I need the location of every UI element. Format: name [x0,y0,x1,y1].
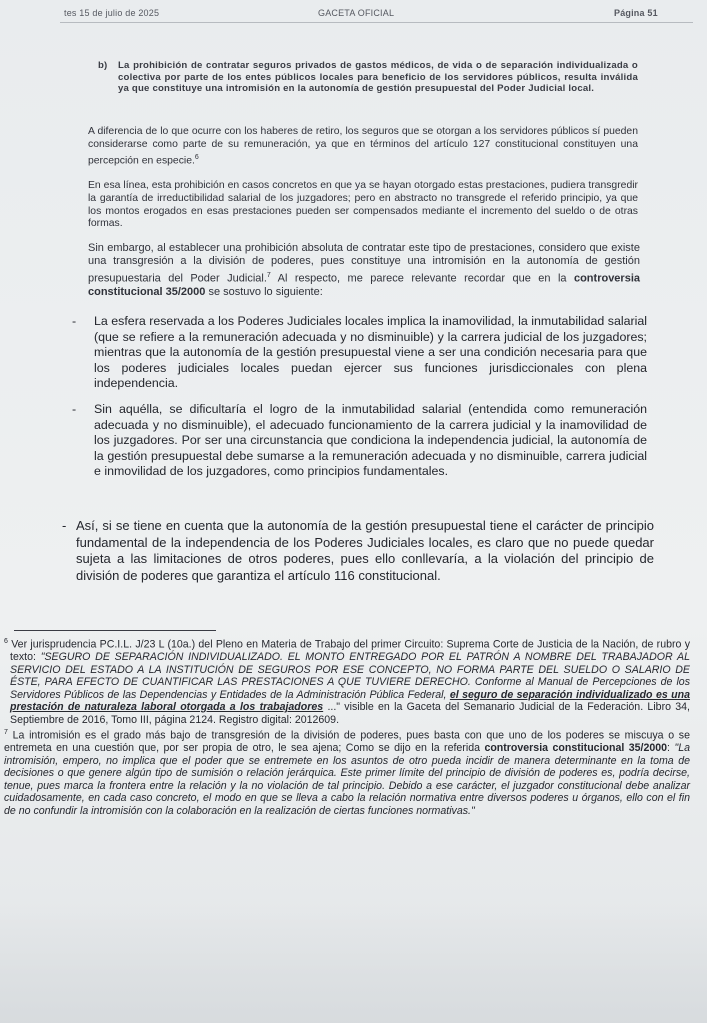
footnote-7 [0,727,690,817]
footnote-7-text-a: La intromisión es el grado más bajo de transgresión de la división de poderes, pues basta con que uno de los poderes se miscuya o se entremeta en una cuestión que, por ser propia de otro, le sea ajena; Como se dijo en la referida [4,729,690,755]
header-date: tes 15 de julio de 2025 [64,8,160,18]
paragraph-1-text: A diferencia de lo que ocurre con los haberes de retiro, los seguros que se otorgan a los servidores públicos sí pueden considerarse como parte de su remuneración, ya que en términos del artículo 127 constitucional constituyen una percepción en especie. [88,126,638,167]
footnote-7-controversy: controversia constitucional 35/2000 [484,742,668,755]
bullet-item-2 [72,402,647,480]
paragraph-1 [88,126,638,168]
bullet-dash: - [62,518,67,533]
bullet-1-text: La esfera reservada a los Poderes Judiciales locales implica la inamovilidad, la inmutabilidad salarial (que se refiere a la remuneración adecuada y no disminuible) y la carrera judicial de los juzgadores; mientras que la autonomía de la gestión presupuestal viene a ser una condición necesaria para que los poderes judiciales locales puedan ejercer sus funciones jurisdiccionales con plena independencia. [94,314,647,391]
bullet-dash: - [72,402,77,416]
footnote-separator [14,630,216,631]
footnote-6-quote: "SEGURO DE SEPARACIÓN INDIVIDUALIZADO. EL MONTO ENTREGADO POR EL PATRÓN A NOMBRE DEL TRABAJADOR AL SERVICIO DEL ESTADO A LA INSTITUCIÓN DE SEGUROS POR ESE CONCEPTO, NO FORMA PARTE DEL SUELDO O SALARIO DE ÉSTE, PARA EFECTO DE CUANTIFICAR LAS PRESTACIONES A QUE TUVIERE DERECHO. Conforme al Manual de Percepciones de los Servidores Públicos de las Dependencias y Entidades de la Administración Pública Federal, [10,651,690,701]
paragraph-3-controversy: controversia constitucional 35/2000 [88,272,640,298]
footnote-7-mark: 7 [4,729,8,737]
header-gazette-title: GACETA OFICIAL [318,8,395,18]
item-b-text: La prohibición de contratar seguros privados de gastos médicos, de vida o de separación individualizada o colectiva por parte de los entes públicos locales para beneficio de los servidores públicos, resulta inválida ya que constituye una intromisión en la autonomía de gestión presupuestal del Poder Judicial local. [118,60,638,95]
footnote-6-text-b: ..." visible en la Gaceta del Semanario Judicial de la Federación. Libro 34, Septiembre de 2016, Tomo III, página 2124. Registro digital: 2012609. [10,701,690,726]
footnote-ref-7: 7 [266,271,271,279]
header-page-number: Página 51 [614,8,658,18]
footnotes [0,636,690,818]
item-b-letter: b) [98,60,108,71]
footnote-6-text-a: Ver jurisprudencia PC.I.L. J/23 L (10a.) del Pleno en Materia de Trabajo del primer Circuito: Suprema Corte de Justicia de la Nación, de rubro y texto: [7,638,690,664]
page-header [0,4,707,24]
header-divider [60,22,693,23]
footnote-ref-6: 6 [194,153,199,161]
bullet-2-text: Sin aquélla, se dificultaría el logro de la inmutabilidad salarial (entendida como remuneración adecuada y no disminuible), el adecuado funcionamiento de la carrera judicial y la inamovilidad de los juzgadores. Por ser una circunstancia que condiciona la independencia judicial, la autonomía de la gestión presupuestal debe sumarse a la remuneración adecuada y no disminuible, carrera judicial e inmovilidad de los juzgadores, como principios fundamentales. [94,402,647,479]
footnote-6-underlined: el seguro de separación individualizado es una prestación de naturaleza laboral otorgada a los trabajadores [10,688,690,714]
bullet-item-1 [72,314,647,392]
bullet-item-3 [62,518,654,584]
bullet-dash: - [72,314,77,328]
paragraph-3-text-b: Al respecto, me parece relevante recordar que en la [270,272,574,285]
footnote-7-quote: "La intromisión, empero, no implica que el poder que se entremete en los asuntos de otro pueda incidir de manera determinante en la toma de decisiones o que genere algún tipo de sumisión o relación jerárquica. Este primer límite del principio de división de poderes es, podría decirse, tenue, pues marca la frontera entre la relación y la no violación de tal principio. Debido a ese carácter, el juzgador constitucional debe analizar cuidadosamente, en cada caso concreto, el modo en que se lleva a cabo la relación normativa entre diversos poderes u órganos, ello con el fin de no confundir la intromisión con la colaboración en la realización de ciertas funciones normativas." [4,742,690,817]
footnote-6-mark: 6 [4,638,8,645]
paragraph-3-text-a: Sin embargo, al establecer una prohibición absoluta de contratar este tipo de prestaciones, considero que existe una transgresión a la división de poderes, pues constituye una intromisión en la autonomía de gestión presupuestaria del Poder Judicial. [88,242,640,285]
paragraph-3-text-c: se sostuvo lo siguiente: [205,285,323,298]
footnote-6 [0,636,690,726]
page-bottom-shadow [0,903,707,1023]
bullet-3-text: Así, si se tiene en cuenta que la autonomía de la gestión presupuestal tiene el carácter de principio fundamental de la independencia de los Poderes Judiciales locales, es claro que no puede quedar sujeta a las limitaciones de otros poderes, pues ello conllevaría, a la violación del principio de división de poderes que garantiza el artículo 116 constitucional. [76,518,654,583]
paragraph-2: En esa línea, esta prohibición en casos concretos en que ya se hayan otorgado estas prestaciones, pudiera transgredir la garantía de irreductibilidad salarial de los juzgadores; pero en abstracto no transgrede el referido principio, ya que los montos erogados en esas prestaciones pueden ser compensados mediante el incremento del sueldo o de otras formas. [88,180,638,230]
paragraph-3 [88,242,640,299]
item-b-heading [98,60,638,95]
footnote-7-text-b: : [667,742,675,755]
